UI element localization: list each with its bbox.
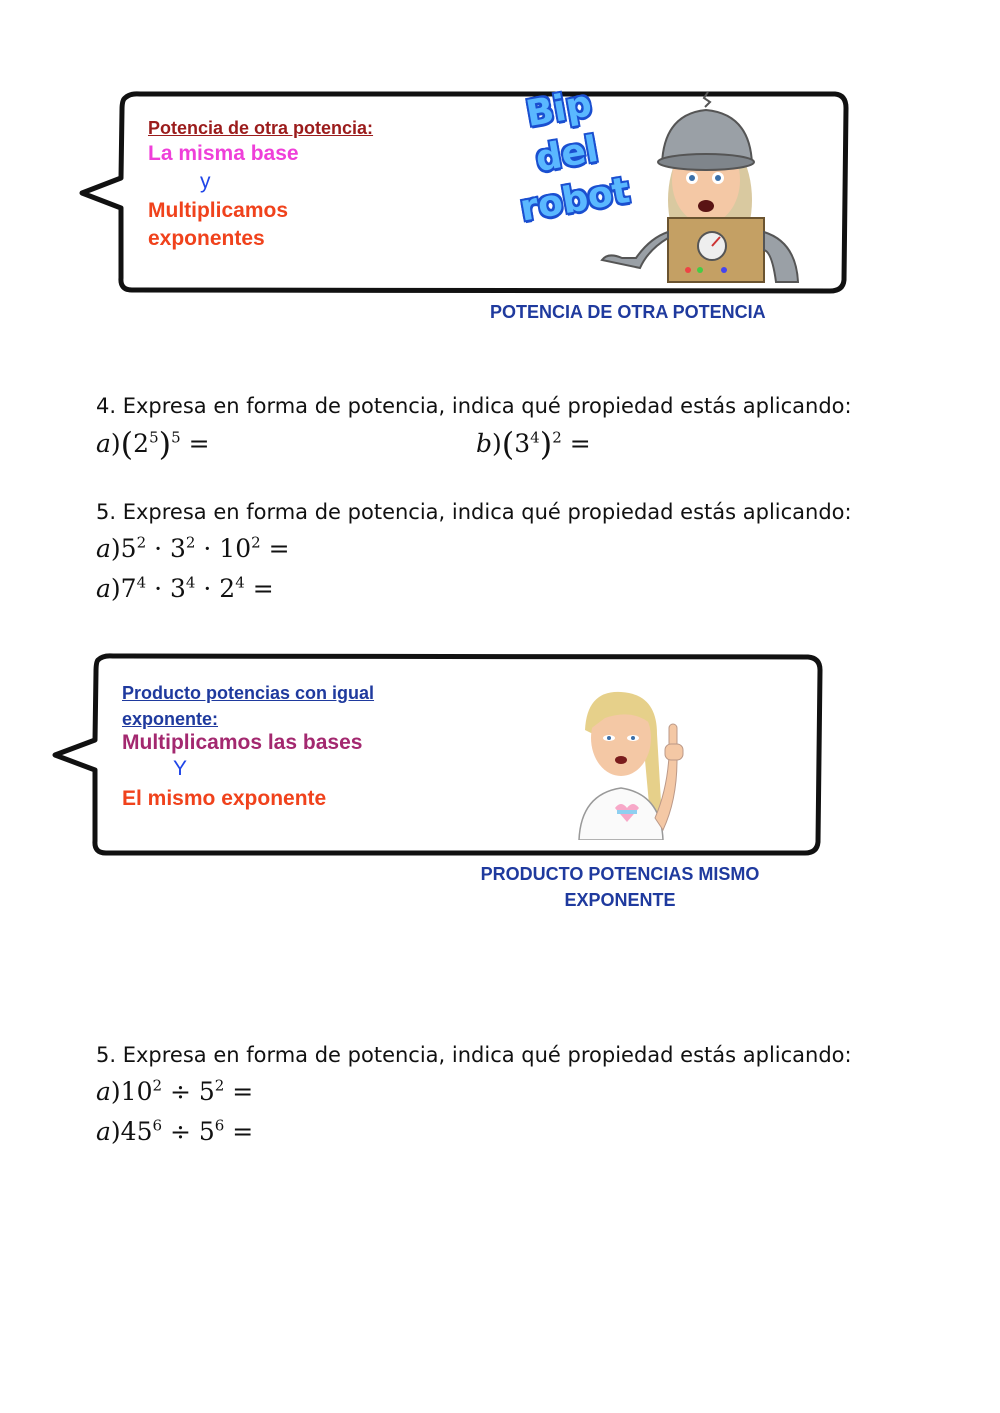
divide-sign: ÷ [169, 1077, 191, 1106]
term-base: 10 [120, 1077, 153, 1106]
q4-prompt: 4. Expresa en forma de potencia, indica qué propiedad estás aplicando: [96, 394, 852, 418]
term-base: 5 [198, 1077, 215, 1106]
term-exp: 6 [214, 1116, 225, 1135]
teacher-avatar-illustration [565, 690, 695, 840]
item-label: a [96, 534, 111, 563]
bubble2-line-multiply-bases: Multiplicamos las bases [122, 731, 363, 754]
bubble2-connector: Y [173, 757, 188, 780]
equals-sign: = [252, 574, 274, 603]
q4-item-a: $a)(2^5)^5$ = [96, 425, 210, 463]
bubble1-line-multiply: Multiplicamos [148, 199, 289, 222]
logo-word-2: del [532, 128, 602, 181]
logo-word-1: Bip [523, 83, 595, 136]
logo-word-3: robot [517, 170, 633, 230]
term-exp: 4 [136, 573, 147, 592]
bubble1-line-same-base: La misma base [148, 142, 299, 165]
times-dot: · [203, 574, 212, 603]
term-exp: 6 [152, 1116, 163, 1135]
term-base: 10 [219, 534, 252, 563]
caption-power-of-power: POTENCIA DE OTRA POTENCIA [490, 302, 766, 322]
term-base: 2 [219, 574, 236, 603]
bubble2-line-same-exponent: El mismo exponente [122, 787, 327, 810]
bubble1-line-exponents: exponentes [148, 227, 265, 250]
q5b-item-1: $a)10^2 \div 5^2$ = [96, 1076, 254, 1106]
equals-sign: = [188, 429, 210, 458]
equals-sign: = [232, 1077, 254, 1106]
q4-b-outer-exp: 2 [552, 428, 562, 447]
times-dot: · [154, 574, 163, 603]
item-label: a [96, 1077, 111, 1106]
term-exp: 2 [185, 533, 196, 552]
term-base: 7 [120, 574, 137, 603]
times-dot: · [154, 534, 163, 563]
term-exp: 2 [214, 1076, 225, 1095]
q4-a-base: 2 [133, 429, 150, 458]
term-exp: 4 [185, 573, 196, 592]
equals-sign: = [569, 429, 591, 458]
q5b-item-2: $a)45^6 \div 5^6$ = [96, 1116, 254, 1146]
times-dot: · [203, 534, 212, 563]
term-exp: 2 [251, 533, 261, 552]
q4-item-b: $b)(3^4)^2$ = [476, 425, 591, 463]
bubble2-title: Producto potencias con igual exponente: [122, 683, 375, 729]
term-base: 3 [169, 534, 186, 563]
divide-sign: ÷ [169, 1117, 191, 1146]
term-base: 45 [120, 1117, 153, 1146]
term-exp: 2 [152, 1076, 163, 1095]
robot-avatar-illustration [600, 92, 810, 287]
item-label: a [96, 574, 111, 603]
q5a-item-1: $a)5^2 \cdot 3^2 \cdot 10^2$ = [96, 533, 290, 563]
equals-sign: = [232, 1117, 254, 1146]
item-label: a [96, 1117, 111, 1146]
equals-sign: = [268, 534, 290, 563]
q5a-item-2: $a)7^4 \cdot 3^4 \cdot 2^4$ = [96, 573, 274, 603]
q4-a-label: a [96, 429, 111, 458]
q4-a-inner-exp: 5 [149, 428, 159, 447]
term-base: 5 [198, 1117, 215, 1146]
term-exp: 4 [235, 573, 245, 592]
term-exp: 2 [136, 533, 147, 552]
bubble1-title: Potencia de otra potencia: [148, 118, 374, 138]
q5a-prompt: 5. Expresa en forma de potencia, indica qué propiedad estás aplicando: [96, 500, 852, 524]
q5b-prompt: 5. Expresa en forma de potencia, indica qué propiedad estás aplicando: [96, 1043, 852, 1067]
bubble1-connector: y [200, 170, 211, 193]
term-base: 3 [169, 574, 186, 603]
q4-b-inner-exp: 4 [530, 428, 540, 447]
q4-b-base: 3 [514, 429, 531, 458]
q4-b-label: b [476, 429, 493, 458]
q4-a-outer-exp: 5 [171, 428, 181, 447]
term-base: 5 [120, 534, 137, 563]
caption-product-same-exponent: PRODUCTO POTENCIAS MISMO EXPONENTE [480, 864, 760, 910]
